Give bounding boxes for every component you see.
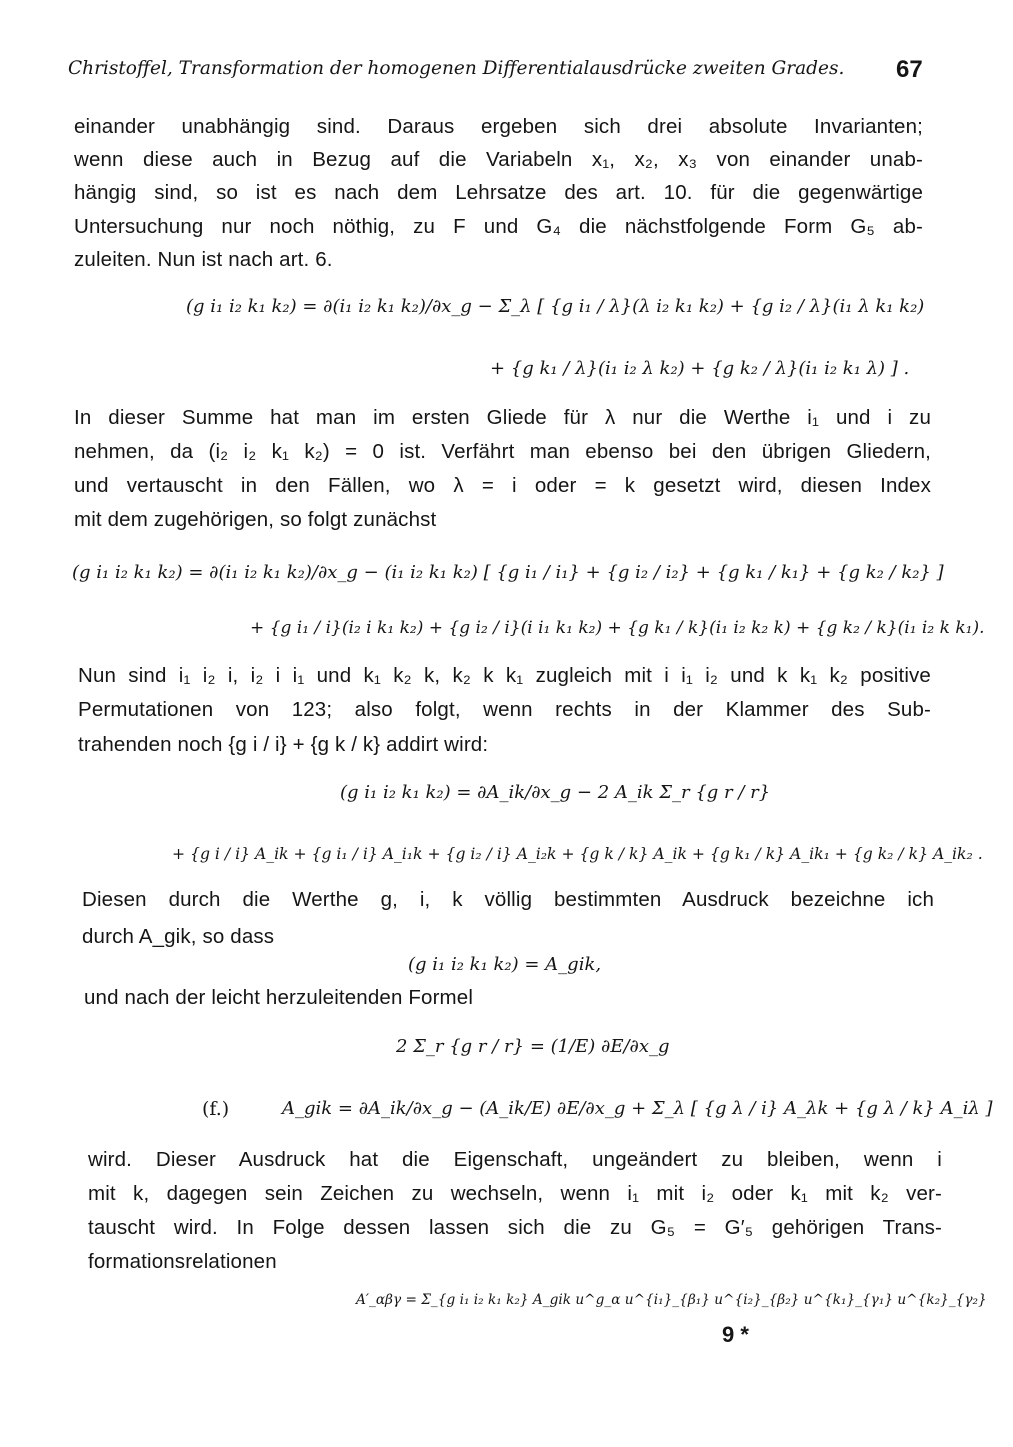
text-line: zuleiten. Nun ist nach art. 6. [74, 248, 333, 271]
text-line: hängig sind, so ist es nach dem Lehrsatze des art. 10. für die gegenwärtige [74, 181, 923, 204]
page-number: 67 [896, 56, 923, 83]
text-line: Diesen durch die Werthe g, i, k völlig bestimmten Ausdruck bezeichne ich [82, 888, 934, 911]
text-line: In dieser Summe hat man im ersten Gliede für λ nur die Werthe i₁ und i zu [74, 406, 931, 429]
equation: + {g k₁ / λ}(i₁ i₂ λ k₂) + {g k₂ / λ}(i₁ i₂ k₁ λ) ] . [490, 358, 910, 379]
equation: (g i₁ i₂ k₁ k₂) = ∂(i₁ i₂ k₁ k₂)/∂x_g − Σ_λ [ {g i₁ / λ}(λ i₂ k₁ k₂) + {g i₂ / λ}(i₁ λ k₁ k₂) [186, 296, 925, 317]
equation: A_gik = ∂A_ik/∂x_g − (A_ik/E) ∂E/∂x_g + Σ_λ [ {g λ / i} A_λk + {g λ / k} A_iλ ] [282, 1098, 993, 1119]
signature-mark: 9 * [722, 1322, 749, 1347]
text-line: und nach der leicht herzuleitenden Formel [84, 986, 474, 1009]
text-line: nehmen, da (i₂ i₂ k₁ k₂) = 0 ist. Verfährt man ebenso bei den übrigen Gliedern, [74, 440, 931, 463]
text-line: Nun sind i₁ i₂ i, i₂ i i₁ und k₁ k₂ k, k₂ k k₁ zugleich mit i i₁ i₂ und k k₁ k₂ positive [78, 664, 931, 687]
equation: 2 Σ_r {g r / r} = (1/E) ∂E/∂x_g [396, 1036, 670, 1057]
equation: + {g i / i} A_ik + {g i₁ / i} A_i₁k + {g i₂ / i} A_i₂k + {g k / k} A_ik + {g k₁ / k} A_ik₁ + {g k₂ / k} A_ik₂ . [172, 845, 983, 863]
equation: + {g i₁ / i}(i₂ i k₁ k₂) + {g i₂ / i}(i i₁ k₁ k₂) + {g k₁ / k}(i₁ i₂ k₂ k) + {g k₂ / k}(i₁ i₂ k k₁). [250, 618, 985, 638]
text-line: Permutationen von 123; also folgt, wenn rechts in der Klammer des Sub- [78, 698, 931, 721]
text-line: wenn diese auch in Bezug auf die Variabeln x₁, x₂, x₃ von einander unab- [74, 148, 923, 171]
text-line: mit dem zugehörigen, so folgt zunächst [74, 508, 437, 531]
text-line: mit k, dagegen sein Zeichen zu wechseln, wenn i₁ mit i₂ oder k₁ mit k₂ ver- [88, 1182, 942, 1205]
equation: (g i₁ i₂ k₁ k₂) = A_gik, [408, 954, 602, 975]
text-line: tauscht wird. In Folge dessen lassen sich die zu G₅ = G′₅ gehörigen Trans- [88, 1216, 942, 1239]
equation: (g i₁ i₂ k₁ k₂) = ∂A_ik/∂x_g − 2 A_ik Σ_r {g r / r} [340, 782, 771, 803]
text-line: durch A_gik, so dass [82, 925, 275, 948]
text-line: trahenden noch {g i / i} + {g k / k} addirt wird: [78, 733, 489, 756]
equation: A′_αβγ = Σ_{g i₁ i₂ k₁ k₂} A_gik u^g_α u^{i₁}_{β₁} u^{i₂}_{β₂} u^{k₁}_{γ₁} u^{k₂}_{γ₂} [356, 1292, 987, 1308]
text-line: Untersuchung nur noch nöthig, zu F und G₄ die nächstfolgende Form G₅ ab- [74, 215, 923, 238]
text-line: und vertauscht in den Fällen, wo λ = i oder = k gesetzt wird, diesen Index [74, 474, 931, 497]
running-header: Christoffel, Transformation der homogenen Differentialausdrücke zweiten Grades. [68, 58, 845, 79]
text-line: wird. Dieser Ausdruck hat die Eigenschaft, ungeändert zu bleiben, wenn i [88, 1148, 942, 1171]
text-line: einander unabhängig sind. Daraus ergeben sich drei absolute Invarianten; [74, 115, 923, 138]
equation: (g i₁ i₂ k₁ k₂) = ∂(i₁ i₂ k₁ k₂)/∂x_g − (i₁ i₂ k₁ k₂) [ {g i₁ / i₁} + {g i₂ / i₂} + {g k₁ / k₁} + {g k₂ / k₂} ] [72, 562, 944, 583]
text-line: formationsrelationen [88, 1250, 277, 1273]
formula-label: (f.) [202, 1098, 230, 1120]
